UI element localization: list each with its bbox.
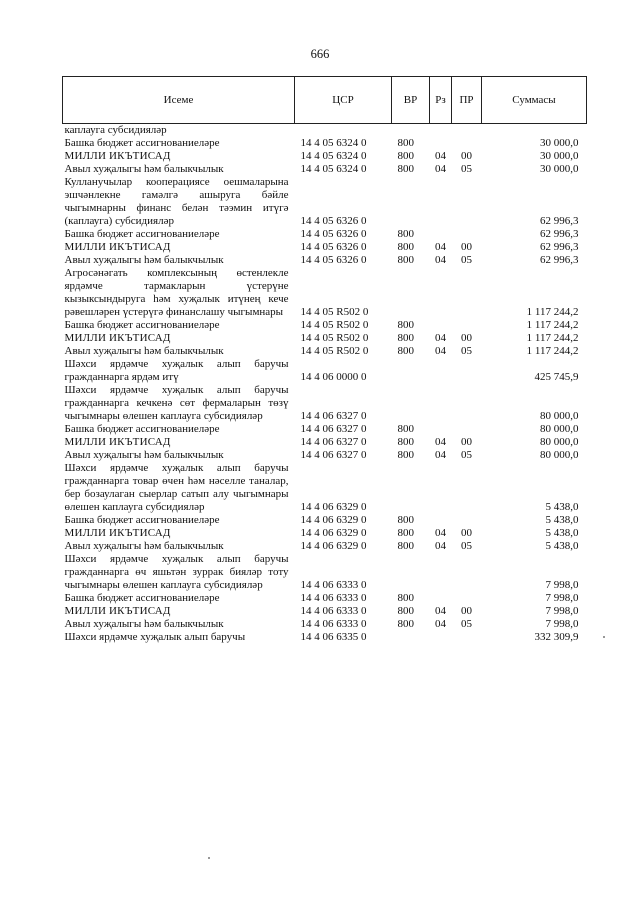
cell-name: Авыл хуҗалыгы һәм балыкчылык <box>64 449 224 461</box>
table-body <box>63 124 587 645</box>
cell-pr: 05 <box>461 345 472 357</box>
cell-pr <box>452 228 482 241</box>
table-row <box>63 527 587 540</box>
cell-csr: 14 4 05 R502 0 <box>300 306 369 318</box>
cell-pr <box>452 124 482 138</box>
cell-sum: 62 996,3 <box>540 228 579 240</box>
table-row <box>63 241 587 254</box>
cell-pr <box>452 384 482 423</box>
cell-sum: 80 000,0 <box>540 410 579 422</box>
cell-rz <box>430 592 452 605</box>
cell-csr: 14 4 06 6329 0 <box>300 527 367 539</box>
table-row <box>63 384 587 423</box>
cell-rz: 04 <box>435 605 446 617</box>
cell-pr <box>452 137 482 150</box>
cell-csr: 14 4 06 6327 0 <box>300 436 367 448</box>
cell-rz: 04 <box>435 436 446 448</box>
cell-sum: 5 438,0 <box>545 540 579 552</box>
cell-rz: 04 <box>435 345 446 357</box>
cell-sum: 5 438,0 <box>545 527 579 539</box>
cell-name: Башка бюджет ассигнованиеләре <box>64 592 220 604</box>
cell-rz <box>430 423 452 436</box>
table-row <box>63 423 587 436</box>
cell-rz <box>430 319 452 332</box>
cell-name: МИЛЛИ ИКЪТИСАД <box>64 527 171 539</box>
cell-pr <box>452 514 482 527</box>
table-row <box>63 319 587 332</box>
header-name: Исеме <box>63 77 295 124</box>
table-row <box>63 150 587 163</box>
cell-pr: 00 <box>461 332 472 344</box>
cell-pr: 00 <box>461 241 472 253</box>
cell-sum: 30 000,0 <box>540 163 579 175</box>
cell-vr: 800 <box>397 592 414 604</box>
cell-rz <box>430 137 452 150</box>
cell-sum: 1 117 244,2 <box>526 345 579 357</box>
cell-rz <box>430 176 452 228</box>
cell-csr: 14 4 06 6327 0 <box>300 423 367 435</box>
table-header <box>63 77 587 124</box>
cell-vr <box>392 384 430 423</box>
cell-vr: 800 <box>397 163 414 175</box>
cell-pr: 05 <box>461 618 472 630</box>
cell-sum: 1 117 244,2 <box>526 319 579 331</box>
cell-csr: 14 4 05 R502 0 <box>300 345 369 357</box>
cell-rz <box>430 358 452 384</box>
cell-sum: 62 996,3 <box>540 241 579 253</box>
cell-csr: 14 4 06 6333 0 <box>300 579 367 591</box>
cell-pr <box>452 358 482 384</box>
table-row <box>63 553 587 592</box>
cell-name: Авыл хуҗалыгы һәм балыкчылык <box>64 345 224 357</box>
cell-pr <box>452 267 482 319</box>
cell-pr <box>452 319 482 332</box>
cell-rz: 04 <box>435 163 446 175</box>
cell-vr: 800 <box>397 449 414 461</box>
cell-vr: 800 <box>397 605 414 617</box>
header-csr: ЦСР <box>295 77 392 124</box>
cell-csr: 14 4 06 6333 0 <box>300 618 367 630</box>
cell-name: каплауга субсидияләр <box>64 124 167 136</box>
table-row <box>63 514 587 527</box>
cell-sum: 5 438,0 <box>545 514 579 526</box>
cell-name: Башка бюджет ассигнованиеләре <box>64 228 220 240</box>
table-row <box>63 618 587 631</box>
cell-rz: 04 <box>435 540 446 552</box>
cell-vr: 800 <box>397 228 414 240</box>
cell-csr: 14 4 05 6326 0 <box>300 254 367 266</box>
cell-vr: 800 <box>397 618 414 630</box>
cell-sum: 62 996,3 <box>540 215 579 227</box>
cell-pr <box>452 176 482 228</box>
cell-csr: 14 4 06 6329 0 <box>300 540 367 552</box>
cell-vr: 800 <box>397 137 414 149</box>
cell-sum: 1 117 244,2 <box>526 332 579 344</box>
cell-name: Шәхси ярдәмче хуҗалык алып баручы гражданнарга ярдәм итү <box>64 358 289 383</box>
budget-table-container <box>62 76 586 644</box>
cell-sum: 80 000,0 <box>540 436 579 448</box>
cell-rz <box>430 228 452 241</box>
cell-rz <box>430 631 452 644</box>
cell-pr <box>452 423 482 436</box>
table-row <box>63 124 587 138</box>
table-row <box>63 163 587 176</box>
cell-sum: 80 000,0 <box>540 423 579 435</box>
cell-vr <box>392 176 430 228</box>
cell-csr: 14 4 06 6333 0 <box>300 592 367 604</box>
table-row <box>63 176 587 228</box>
table-row <box>63 462 587 514</box>
cell-csr: 14 4 05 6324 0 <box>300 137 367 149</box>
cell-csr: 14 4 06 6333 0 <box>300 605 367 617</box>
cell-name: Башка бюджет ассигнованиеләре <box>64 514 220 526</box>
cell-pr: 05 <box>461 540 472 552</box>
cell-vr <box>392 358 430 384</box>
cell-name: Башка бюджет ассигнованиеләре <box>64 319 220 331</box>
cell-vr <box>392 631 430 644</box>
table-row <box>63 592 587 605</box>
cell-rz <box>430 514 452 527</box>
header-rz: Рз <box>430 77 452 124</box>
header-pr: ПР <box>452 77 482 124</box>
cell-name: Шәхси ярдәмче хуҗалык алып баручы гражданнарга өч яшьтән зуррак бияләр тоту чыгымнары өлешен каплауга субсидияләр <box>64 553 289 591</box>
table-row <box>63 436 587 449</box>
cell-pr: 00 <box>461 527 472 539</box>
cell-rz <box>430 124 452 138</box>
scan-speck <box>208 857 210 859</box>
cell-vr: 800 <box>397 319 414 331</box>
table-row <box>63 631 587 644</box>
cell-name: Башка бюджет ассигнованиеләре <box>64 137 220 149</box>
cell-csr: 14 4 06 6335 0 <box>300 631 367 643</box>
scan-speck <box>603 636 605 638</box>
cell-csr: 14 4 05 6326 0 <box>300 228 367 240</box>
cell-name: МИЛЛИ ИКЪТИСАД <box>64 150 171 162</box>
table-row <box>63 137 587 150</box>
cell-vr <box>392 267 430 319</box>
cell-rz: 04 <box>435 527 446 539</box>
cell-pr: 00 <box>461 150 472 162</box>
cell-csr: 14 4 05 R502 0 <box>300 332 369 344</box>
cell-name: Авыл хуҗалыгы һәм балыкчылык <box>64 618 224 630</box>
cell-rz: 04 <box>435 254 446 266</box>
cell-pr: 05 <box>461 254 472 266</box>
cell-name: МИЛЛИ ИКЪТИСАД <box>64 605 171 617</box>
table-row <box>63 332 587 345</box>
page-number: 666 <box>310 47 330 61</box>
cell-csr: 14 4 05 6324 0 <box>300 163 367 175</box>
cell-sum: 80 000,0 <box>540 449 579 461</box>
cell-vr <box>392 124 430 138</box>
cell-name: Авыл хуҗалыгы һәм балыкчылык <box>64 540 224 552</box>
cell-pr <box>452 631 482 644</box>
cell-vr: 800 <box>397 423 414 435</box>
cell-vr: 800 <box>397 241 414 253</box>
cell-sum: 7 998,0 <box>545 592 579 604</box>
cell-vr: 800 <box>397 527 414 539</box>
cell-name: МИЛЛИ ИКЪТИСАД <box>64 436 171 448</box>
cell-pr: 05 <box>461 449 472 461</box>
cell-sum: 30 000,0 <box>540 137 579 149</box>
cell-pr <box>452 592 482 605</box>
cell-pr: 00 <box>461 605 472 617</box>
cell-name: Башка бюджет ассигнованиеләре <box>64 423 220 435</box>
cell-sum: 7 998,0 <box>545 605 579 617</box>
cell-csr: 14 4 06 6327 0 <box>300 410 367 422</box>
cell-rz: 04 <box>435 241 446 253</box>
cell-name: Шәхси ярдәмче хуҗалык алып баручы <box>64 631 246 643</box>
cell-vr: 800 <box>397 345 414 357</box>
cell-sum: 7 998,0 <box>545 618 579 630</box>
cell-sum <box>482 124 587 138</box>
table-row <box>63 254 587 267</box>
cell-name: Авыл хуҗалыгы һәм балыкчылык <box>64 163 224 175</box>
cell-csr: 14 4 06 0000 0 <box>300 371 367 383</box>
cell-sum: 5 438,0 <box>545 501 579 513</box>
cell-sum: 425 745,9 <box>534 371 579 383</box>
cell-rz: 04 <box>435 332 446 344</box>
cell-csr: 14 4 05 6326 0 <box>300 241 367 253</box>
cell-rz <box>430 384 452 423</box>
cell-sum: 7 998,0 <box>545 579 579 591</box>
cell-name: МИЛЛИ ИКЪТИСАД <box>64 332 171 344</box>
cell-pr: 00 <box>461 436 472 448</box>
table-row <box>63 358 587 384</box>
table-row <box>63 228 587 241</box>
cell-csr <box>295 124 392 138</box>
budget-table <box>62 76 587 644</box>
cell-vr: 800 <box>397 436 414 448</box>
cell-vr: 800 <box>397 540 414 552</box>
cell-name: Шәхси ярдәмче хуҗалык алып баручы гражданнарга товар өчен һәм нәселле таналар, бер бозаулаган сыерлар сатып алу чыгымнары өлешен каплауга субсидияләр <box>64 462 289 513</box>
cell-vr: 800 <box>397 514 414 526</box>
cell-name: МИЛЛИ ИКЪТИСАД <box>64 241 171 253</box>
header-sum: Суммасы <box>482 77 587 124</box>
table-row <box>63 449 587 462</box>
cell-csr: 14 4 06 6329 0 <box>300 501 367 513</box>
cell-vr: 800 <box>397 332 414 344</box>
cell-rz <box>430 462 452 514</box>
cell-name: Шәхси ярдәмче хуҗалык алып баручы гражданнарга кечкенә сөт фермаларын төзү чыгымнары өлешен каплауга субсидияләр <box>64 384 289 422</box>
cell-rz <box>430 553 452 592</box>
cell-sum: 1 117 244,2 <box>526 306 579 318</box>
cell-csr: 14 4 05 6324 0 <box>300 150 367 162</box>
cell-sum: 30 000,0 <box>540 150 579 162</box>
header-vr: ВР <box>392 77 430 124</box>
cell-name: Авыл хуҗалыгы һәм балыкчылык <box>64 254 224 266</box>
cell-rz: 04 <box>435 150 446 162</box>
cell-rz: 04 <box>435 618 446 630</box>
cell-pr <box>452 553 482 592</box>
cell-sum: 332 309,9 <box>534 631 579 643</box>
table-row <box>63 345 587 358</box>
cell-csr: 14 4 06 6329 0 <box>300 514 367 526</box>
cell-vr: 800 <box>397 150 414 162</box>
cell-sum: 62 996,3 <box>540 254 579 266</box>
cell-vr <box>392 553 430 592</box>
cell-pr <box>452 462 482 514</box>
cell-csr: 14 4 05 R502 0 <box>300 319 369 331</box>
cell-vr <box>392 462 430 514</box>
cell-csr: 14 4 06 6327 0 <box>300 449 367 461</box>
table-row <box>63 267 587 319</box>
table-row <box>63 540 587 553</box>
cell-pr: 05 <box>461 163 472 175</box>
cell-rz: 04 <box>435 449 446 461</box>
cell-vr: 800 <box>397 254 414 266</box>
cell-name: Кулланучылар кооперациясе оешмаларына эшчәнлекне гамәлгә ашыруга бәйле чыгымнарны финанс белән тәэмин итүгә (каплауга) субсидияләр <box>64 176 289 227</box>
table-row <box>63 605 587 618</box>
cell-name: Агросәнәгать комплексының өстенлекле ярдәмче тармакларын үстерүне кызыксындыруга һәм хуҗалык итүнең кече рәвешләрен үстерүгә финанслашу чыгымнары <box>64 267 289 318</box>
cell-csr: 14 4 05 6326 0 <box>300 215 367 227</box>
cell-rz <box>430 267 452 319</box>
